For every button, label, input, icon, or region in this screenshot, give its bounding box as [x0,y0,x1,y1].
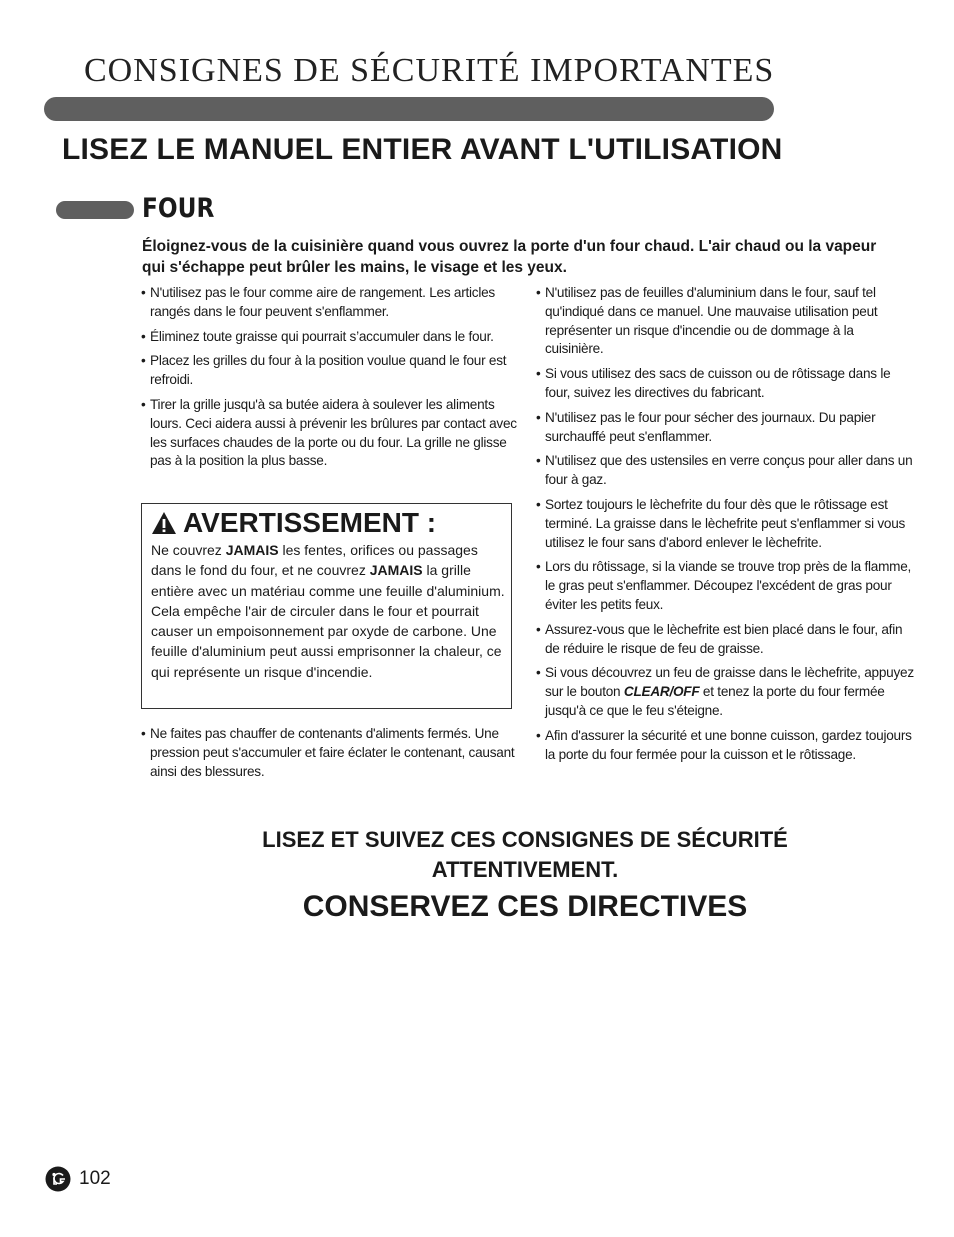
page-footer [45,1166,111,1192]
list-item: • Placez les grilles du four à la position voulue quand le four est refroidi. [141,353,507,388]
list-item: • N'utilisez pas de feuilles d'aluminium dans le four, sauf tel qu'indiqué dans ce manuel. Une mauvaise utilisation peut représenter un risque d'incendie ou de dommage à la cuisinière. [536,285,878,357]
warning-box [141,503,512,709]
lg-logo-icon [45,1166,71,1192]
manual-heading: LISEZ LE MANUEL ENTIER AVANT L'UTILISATION [62,133,783,166]
left-column [138,284,518,477]
list-item: • Lors du rôtissage, si la viande se trouve trop près de la flamme, le gras peut s'enflammer. Découpez l'excédent de gras pour éviter les petits feux. [536,559,912,612]
emphasis-jamais: JAMAIS [225,542,279,558]
list-item: • Si vous découvrez un feu de graisse dans le lèchefrite, appuyez sur le bouton CLEAR/OFF et tenez la porte du four fermée jusqu'à ce que le feu s'éteigne. [536,665,914,718]
section-marker [56,201,134,219]
clear-off-button-name: CLEAR/OFF [623,684,700,700]
closing-instruction: LISEZ ET SUIVEZ CES CONSIGNES DE SÉCURITÉ ATTENTIVEMENT. [262,827,788,882]
warning-text: Ne couvrez JAMAIS les fentes, orifices ou passages dans le fond du four, et ne couvrez JAMAIS la grille entière avec un matériau comme une feuille d'aluminium. Cela empêche l'air de circuler dans le four et pourrait causer un empoisonnement par oxyde de carbone. Une feuille d'aluminium peut aussi emprisonner la chaleur, ce qui représente un risque d'incendie. [151,542,505,680]
page-title: CONSIGNES DE SÉCURITÉ IMPORTANTES [84,52,775,89]
warning-header [151,507,436,539]
list-item: • Éliminez toute graisse qui pourrait s’accumuler dans le four. [141,328,494,344]
left-bullet-list [138,284,518,471]
left-bottom-bullet-list [138,725,518,781]
list-item: • Si vous utilisez des sacs de cuisson ou de rôtissage dans le four, suivez les directives du fabricant. [536,366,891,400]
list-item: • Ne faites pas chauffer de contenants d'aliments fermés. Une pression peut s'accumuler et faire éclater le contenant, causant ainsi des blessures. [141,726,515,779]
intro-paragraph: Éloignez-vous de la cuisinière quand vous ouvrez la porte d'un four chaud. L'air chaud ou la vapeur qui s'échappe peut brûler les mains, le visage et les yeux. [142,238,877,276]
closing-heading: CONSERVEZ CES DIRECTIVES [302,890,748,923]
page-number: 102 [79,1168,111,1189]
warning-title: AVERTISSEMENT : [183,507,437,538]
section-heading: FOUR [142,193,215,224]
left-column-bottom [138,725,518,787]
emphasis-jamais: JAMAIS [369,562,423,579]
list-item: • Afin d'assurer la sécurité et une bonne cuisson, gardez toujours la porte du four fermée pour la cuisson et le rôtissage. [536,727,912,762]
warning-triangle-icon [151,511,177,535]
right-column [533,284,915,770]
list-item: • Sortez toujours le lèchefrite du four dès que le rôtissage est terminé. La graisse dans le lèchefrite peut s'enflammer si vous utilisez le four sans d'abord enlever le lèchefrite. [536,496,906,550]
list-item: • Tirer la grille jusqu'à sa butée aidera à soulever les aliments lours. Ceci aidera aussi à prévenir les brûlures par contact avec les surfaces chaudes de la porte ou du four. La grille ne glisse pas à la position la plus basse. [141,396,517,469]
list-item: • N'utilisez que des ustensiles en verre conçus pour aller dans un four à gaz. [536,453,913,488]
title-underline-bar [44,97,774,121]
list-item: • Assurez-vous que le lèchefrite est bien placé dans le four, afin de réduire le risque de feu de graisse. [536,621,903,656]
list-item: • N'utilisez pas le four comme aire de rangement. Les articles rangés dans le four peuvent s'enflammer. [141,285,495,319]
right-bullet-list [533,284,915,764]
list-item: • N'utilisez pas le four pour sécher des journaux. Du papier surchauffé peut s'enflammer. [536,409,876,444]
